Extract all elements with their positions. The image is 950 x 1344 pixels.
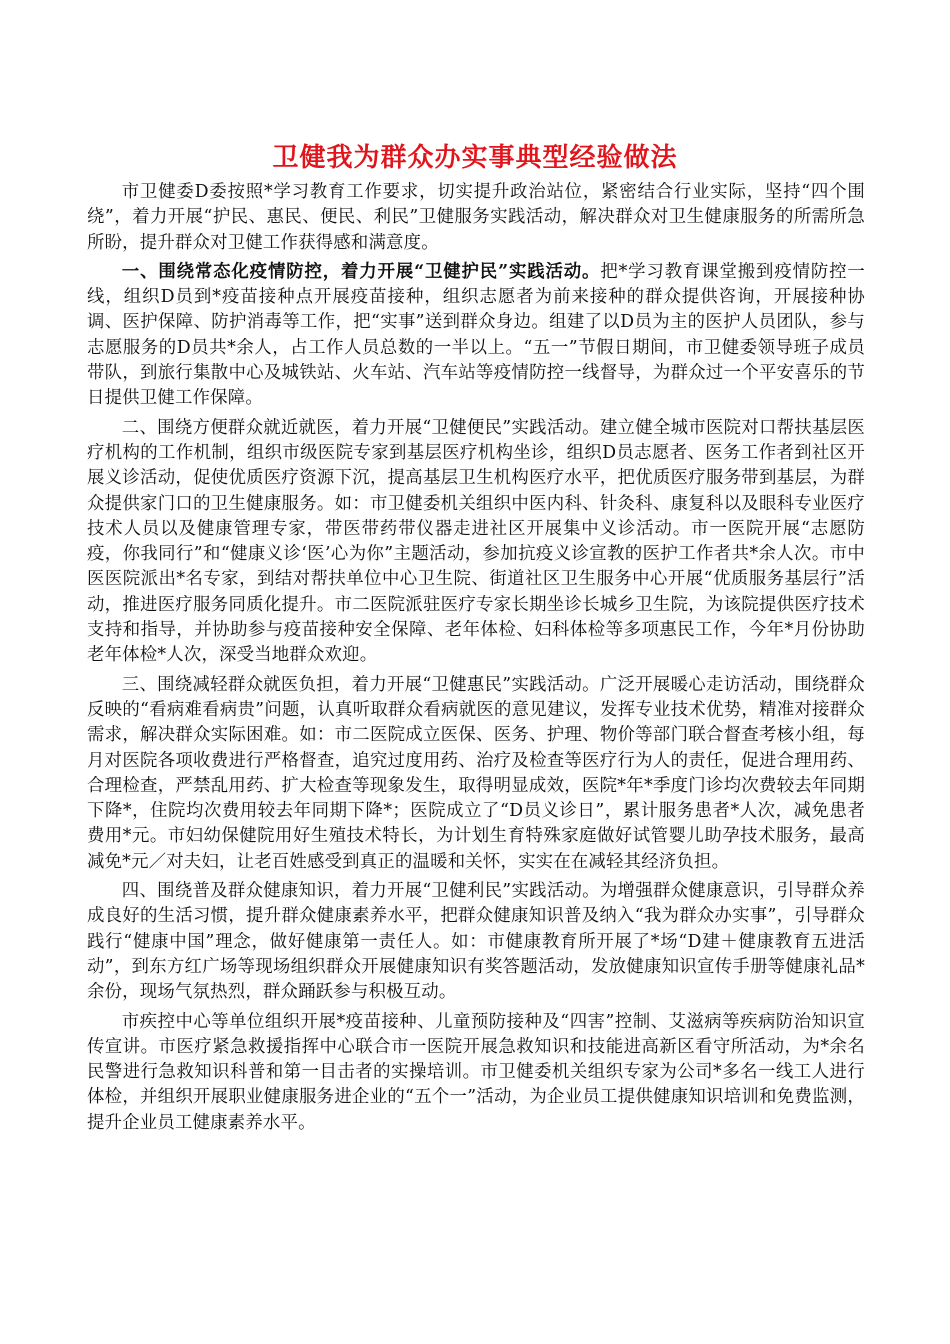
section-1-heading: 一、围绕常态化疫情防控，着力开展“卫健护民”实践活动。 bbox=[121, 261, 601, 282]
document-body bbox=[87, 180, 865, 1140]
section-3-paragraph: 三、围绕减轻群众就医负担，着力开展“卫健惠民”实践活动。广泛开展暖心走访活动，围绕群众反映的“看病难看病贵”问题，认真听取群众看病就医的意见建议，发挥专业技术优势，精准对接群众需求，解决群众实际困难。如：市二医院成立医保、医务、护理、物价等部门联合督查考核小组，每月对医院各项收费进行严格督查，追究过度用药、治疗及检查等医疗行为人的责任，促进合理用药、合理检查，严禁乱用药、扩大检查等现象发生，取得明显成效，医院*年*季度门诊均次费较去年同期下降*，住院均次费用较去年同期下降*；医院成立了“D员义诊日”，累计服务患者*人次，减免患者费用*元。市妇幼保健院用好生殖技术特长，为计划生育特殊家庭做好试管婴儿助孕技术服务，最高减免*元／对夫妇，让老百姓感受到真正的温暖和关怀，实实在在减轻其经济负担。 bbox=[87, 674, 865, 872]
section-1-paragraph bbox=[87, 260, 865, 412]
section-5-paragraph: 市疾控中心等单位组织开展*疫苗接种、儿童预防接种及“四害”控制、艾滋病等疾病防治知识宣传宣讲。市医疗紧急救援指挥中心联合市一医院开展急救知识和技能进高新区看守所活动，为*余名民警进行急救知识科普和第一目击者的实操培训。市卫健委机关组织专家为公司*多名一线工人进行体检，并组织开展职业健康服务进企业的“五个一”活动，为企业员工提供健康知识培训和免费监测，提升企业员工健康素养水平。 bbox=[87, 1011, 865, 1133]
section-4-paragraph: 四、围绕普及群众健康知识，着力开展“卫健利民”实践活动。为增强群众健康意识，引导群众养成良好的生活习惯，提升群众健康素养水平，把群众健康知识普及纳入“我为群众办实事”，引导群众践行“健康中国”理念，做好健康第一责任人。如：市健康教育所开展了*场“D建＋健康教育五进活动”，到东方红广场等现场组织群众开展健康知识有奖答题活动，发放健康知识宣传手册等健康礼品*余份，现场气氛热烈，群众踊跃参与积极互动。 bbox=[87, 881, 865, 1003]
section-1-text: 把*学习教育课堂搬到疫情防控一线，组织D员到*疫苗接种点开展疫苗接种，组织志愿者为前来接种的群众提供咨询，开展接种协调、医护保障、防护消毒等工作，把“实事”送到群众身边。组建了以D员为主的医护人员团队，参与志愿服务的D员共*余人，占工作人员总数的一半以上。“五一”节假日期间，市卫健委领导班子成员带队，到旅行集散中心及城铁站、火车站、汽车站等疫情防控一线督导，为群众过一个平安喜乐的节日提供卫健工作保障。 bbox=[87, 261, 865, 409]
intro-paragraph: 市卫健委D委按照*学习教育工作要求，切实提升政治站位，紧密结合行业实际，坚持“四个围绕”，着力开展“护民、惠民、便民、利民”卫健服务实践活动，解决群众对卫生健康服务的所需所急所盼，提升群众对卫健工作获得感和满意度。 bbox=[87, 182, 865, 253]
section-2-paragraph: 二、围绕方便群众就近就医，着力开展“卫健便民”实践活动。建立健全城市医院对口帮扶基层医疗机构的工作机制，组织市级医院专家到基层医疗机构坐诊，组织D员志愿者、医务工作者到社区开展义诊活动，促使优质医疗资源下沉，提高基层卫生机构医疗水平，把优质医疗服务带到基层，为群众提供家门口的卫生健康服务。如：市卫健委机关组织中医内科、针灸科、康复科以及眼科专业医疗技术人员以及健康管理专家，带医带药带仪器走进社区开展集中义诊活动。市一医院开展“志愿防疫，你我同行”和“健康义诊‘医’心为你”主题活动，参加抗疫义诊宣教的医护工作者共*余人次。市中医医院派出*名专家，到结对帮扶单位中心卫生院、街道社区卫生服务中心开展“优质服务基层行”活动，推进医疗服务同质化提升。市二医院派驻医疗专家长期坐诊长城乡卫生院，为该院提供医疗技术支持和指导，并协助参与疫苗接种安全保障、老年体检、妇科体检等多项惠民工作，今年*月份协助老年体检*人次，深受当地群众欢迎。 bbox=[87, 417, 865, 666]
document-title: 卫健我为群众办实事典型经验做法 bbox=[272, 143, 678, 173]
